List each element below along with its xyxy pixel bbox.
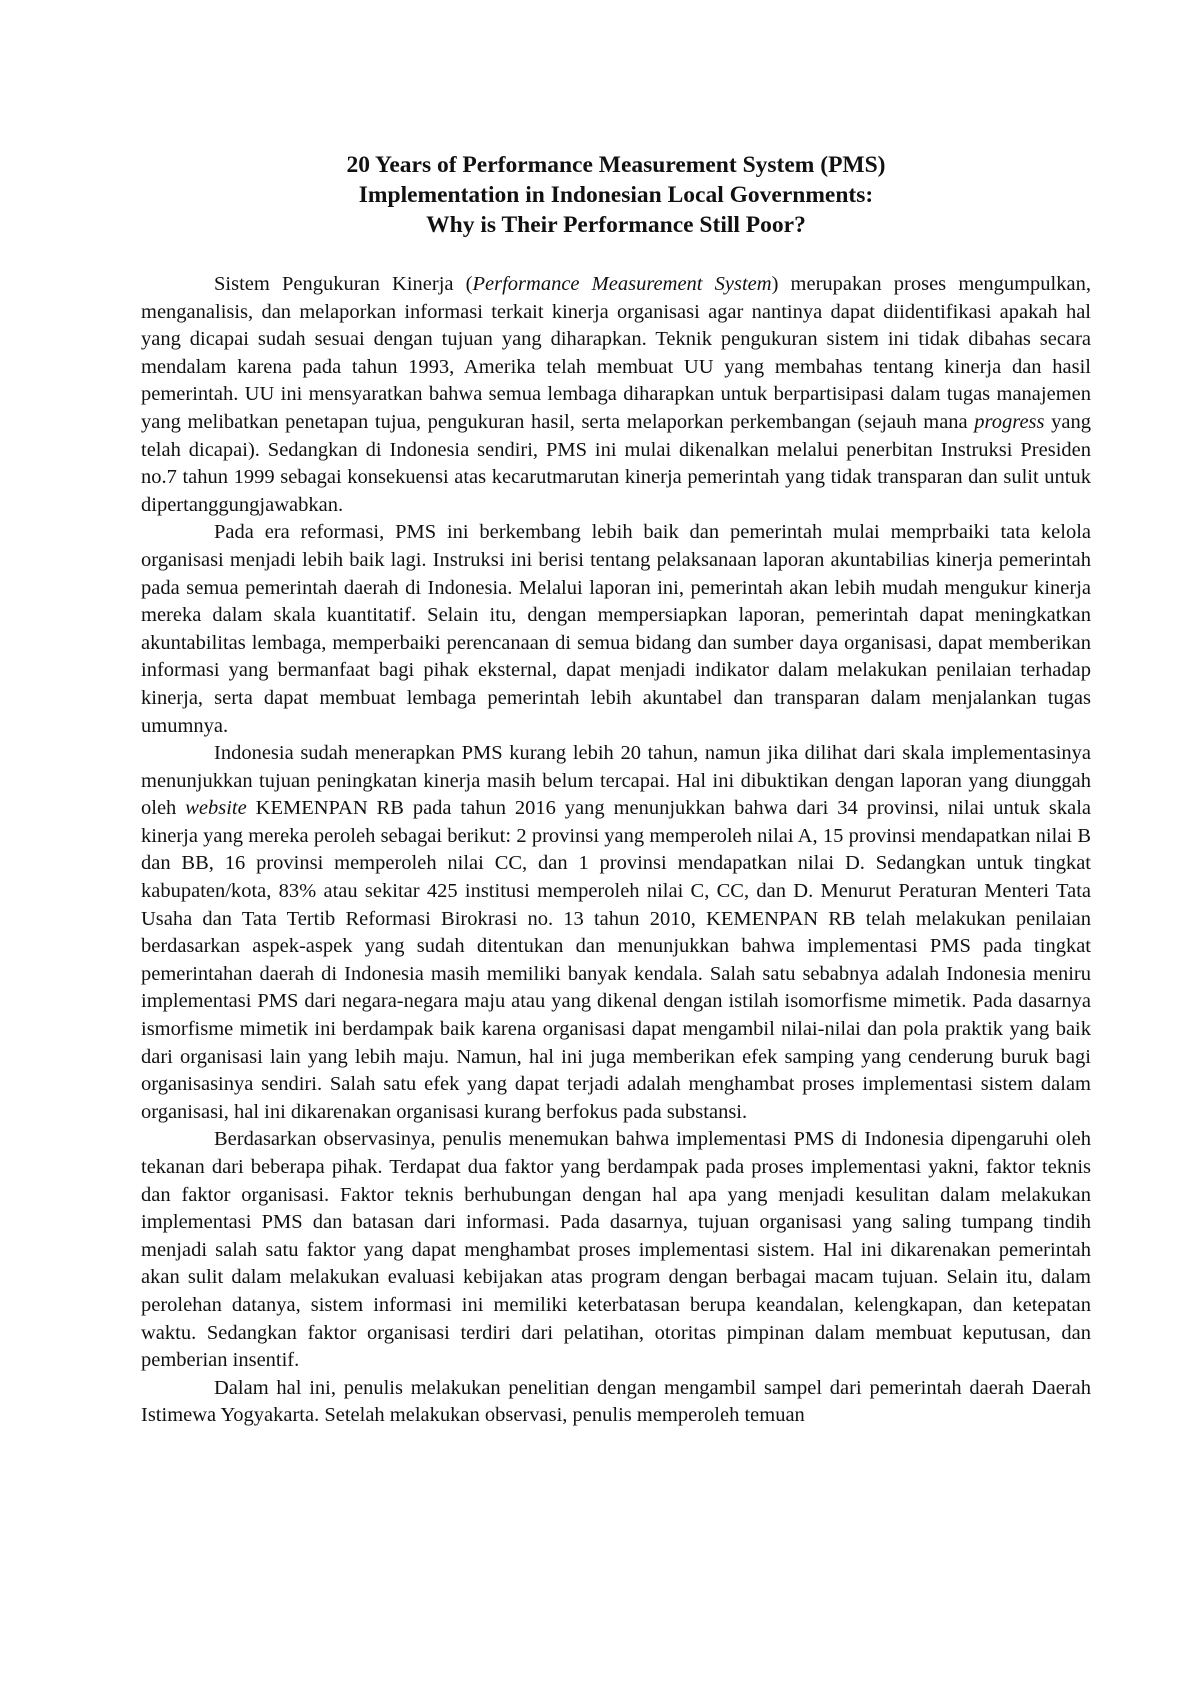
document-title [141, 150, 1091, 240]
paragraph-1 [141, 271, 1091, 519]
paragraph-1-text-a: Sistem Pengukuran Kinerja ( [214, 273, 473, 295]
paragraph-4: Berdasarkan observasinya, penulis menemukan bahwa implementasi PMS di Indonesia dipengaruhi oleh tekanan dari beberapa pihak. Terdapat dua faktor yang berdampak pada proses implementasi yakni, faktor teknis dan faktor organisasi. Faktor teknis berhubungan dengan hal apa yang menjadi kesulitan dalam melakukan implementasi PMS dan batasan dari informasi. Pada dasarnya, tujuan organisasi yang saling tumpang tindih menjadi salah satu faktor yang dapat menghambat proses implementasi sistem. Hal ini dikarenakan pemerintah akan sulit dalam melakukan evaluasi kebijakan atas program dengan berbagai macam tujuan. Selain itu, dalam perolehan datanya, sistem informasi ini memiliki keterbatasan berupa keandalan, kelengkapan, dan ketepatan waktu. Sedangkan faktor organisasi terdiri dari pelatihan, otoritas pimpinan dalam membuat keputusan, dan pemberian insentif. [141, 1128, 1091, 1372]
paragraph-3-text-a: Indonesia sudah menerapkan PMS kurang lebih 20 tahun, namun jika dilihat dari skala implementasinya menunjukkan tujuan peningkatan kinerja masih belum tercapai. Hal ini dibuktikan dengan laporan yang diunggah oleh [141, 742, 1091, 820]
paragraph-1-text-e: yang telah dicapai). Sedangkan di Indonesia sendiri, PMS ini mulai dikenalkan melalui penerbitan Instruksi Presiden no.7 tahun 1999 sebagai konsekuensi atas kecarutmarutan kinerja pemerintah yang tidak transparan dan sulit untuk dipertanggungjawabkan. [141, 410, 1091, 516]
paragraph-3-text-c: KEMENPAN RB pada tahun 2016 yang menunjukkan bahwa dari 34 provinsi, nilai untuk skala kinerja yang mereka peroleh sebagai berikut: 2 provinsi yang memperoleh nilai A, 15 provinsi mendapatkan nilai B dan BB, 16 provinsi memperoleh nilai CC, dan 1 provinsi mendapatkan nilai D. Sedangkan untuk tingkat kabupaten/kota, 83% atau sekitar 425 institusi memperoleh nilai C, CC, dan D. Menurut Peraturan Menteri Tata Usaha dan Tata Tertib Reformasi Birokrasi no. 13 tahun 2010, KEMENPAN RB telah melakukan penilaian berdasarkan aspek-aspek yang sudah ditentukan dan menunjukkan bahwa implementasi PMS pada tingkat pemerintahan daerah di Indonesia masih memiliki banyak kendala. Salah satu sebabnya adalah Indonesia meniru implementasi PMS dari negara-negara maju atau yang dikenal dengan istilah isomorfisme mimetik. Pada dasarnya ismorfisme mimetik ini berdampak baik karena organisasi dapat mengambil nilai-nilai dan pola praktik yang baik dari organisasi lain yang lebih maju. Namun, hal ini juga memberikan efek samping yang cenderung buruk bagi organisasinya sendiri. Salah satu efek yang dapat terjadi adalah menghambat proses implementasi sistem dalam organisasi, hal ini dikarenakan organisasi kurang berfokus pada substansi. [141, 797, 1092, 1123]
paragraph-3 [141, 740, 1091, 1126]
title-line-2: Implementation in Indonesian Local Governments: [358, 182, 874, 208]
title-line-1: 20 Years of Performance Measurement System (PMS) [346, 152, 886, 178]
paragraph-5: Dalam hal ini, penulis melakukan penelitian dengan mengambil sampel dari pemerintah daerah Daerah Istimewa Yogyakarta. Setelah melakukan observasi, penulis memperoleh temuan [141, 1376, 1091, 1427]
paragraph-1-italic-term: Performance Measurement System [472, 273, 772, 295]
paragraph-1-italic-progress: progress [974, 410, 1045, 433]
paragraph-2: Pada era reformasi, PMS ini berkembang lebih baik dan pemerintah mulai memprbaiki tata kelola organisasi menjadi lebih baik lagi. Instruksi ini berisi tentang pelaksanaan laporan akuntabilias kinerja pemerintah pada semua pemerintah daerah di Indonesia. Melalui laporan ini, pemerintah akan lebih mudah mengukur kinerja mereka dalam skala kuantitatif. Selain itu, dengan mempersiapkan laporan, pemerintah dapat meningkatkan akuntabilitas lembaga, memperbaiki perencanaan di semua bidang dan sumber daya organisasi, dapat memberikan informasi yang bermanfaat bagi pihak eksternal, dapat menjadi indikator dalam melakukan penilaian terhadap kinerja, serta dapat membuat lembaga pemerintah lebih akuntabel dan transparan dalam menjalankan tugas umumnya. [141, 521, 1091, 737]
document-body [141, 271, 1091, 1430]
title-line-3: Why is Their Performance Still Poor? [426, 212, 806, 238]
paragraph-1-text-c: ) merupakan proses mengumpulkan, menganalisis, dan melaporkan informasi terkait kinerja organisasi agar nantinya dapat diidentifikasi apakah hal yang dicapai sudah sesuai dengan tujuan yang diharapkan. Teknik pengukuran sistem ini tidak dibahas secara mendalam karena pada tahun 1993, Amerika telah membuat UU yang membahas tentang kinerja dan hasil pemerintah. UU ini mensyaratkan bahwa semua lembaga diharapkan untuk berpartisipasi dalam tugas manajemen yang melibatkan penetapan tujua, pengukuran hasil, serta melaporkan perkembangan (sejauh mana [141, 273, 1091, 433]
paragraph-3-italic-website: website [185, 797, 247, 820]
